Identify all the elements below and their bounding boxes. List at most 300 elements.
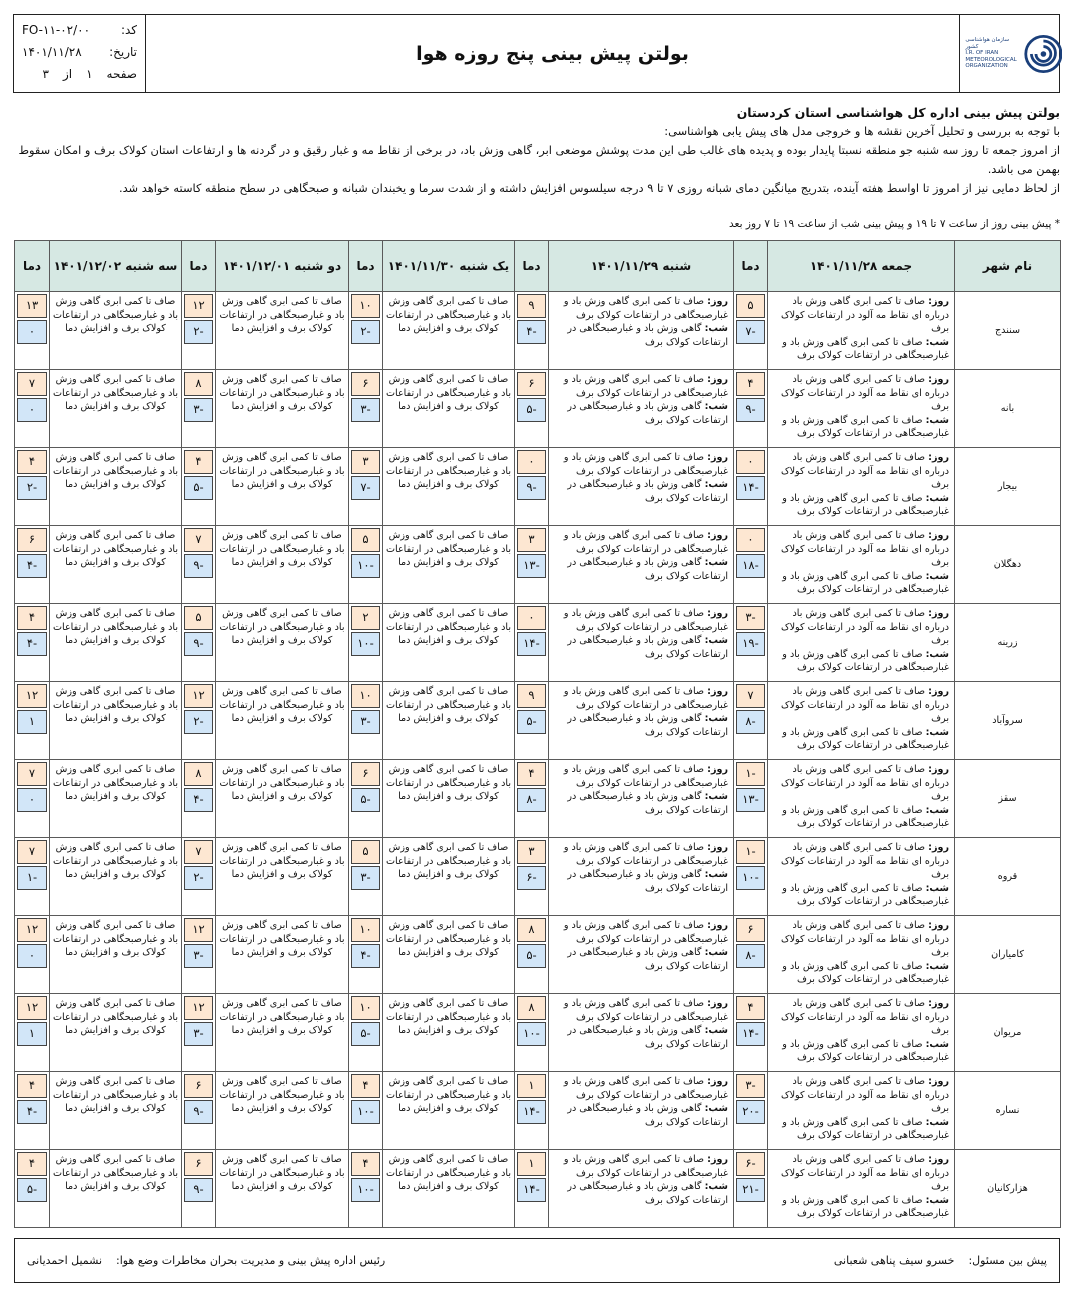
night-label: شب: xyxy=(925,804,949,816)
day-forecast xyxy=(553,373,728,400)
max-temp: ۸ xyxy=(517,996,546,1020)
temperature-cell xyxy=(515,448,549,526)
day-text: صاف تا کمی ابری گاهی وزش باد درباره ای نقاط مه آلود در ارتفاعات کولاک برف xyxy=(780,1154,949,1192)
night-label: شب: xyxy=(925,1194,949,1206)
max-temp: ۷ xyxy=(184,528,213,552)
night-text: گاهی وزش باد و غبارصبحگاهی در ارتفاعات کولاک برف xyxy=(567,401,728,426)
forecast-description xyxy=(383,292,515,370)
max-temp: ۱۳ xyxy=(17,294,47,318)
max-temp: ۱۲ xyxy=(17,684,47,708)
min-temp: -۱۰ xyxy=(351,1178,380,1202)
max-temp: ۸ xyxy=(184,762,213,786)
night-text: گاهی وزش باد و غبارصبحگاهی در ارتفاعات کولاک برف xyxy=(567,869,728,894)
forecast-description xyxy=(50,682,182,760)
temperature-cell xyxy=(182,1150,216,1228)
night-label: شب: xyxy=(925,648,949,660)
min-temp: -۴ xyxy=(184,788,213,812)
max-temp: ۶ xyxy=(184,1152,213,1176)
day-text: صاف تا کمی ابری گاهی وزش باد و غبارصبحگاهی در ارتفاعات کولاک برف xyxy=(563,374,728,399)
day-header-1: جمعه ۱۴۰۱/۱۱/۲۸ xyxy=(768,241,955,292)
table-row xyxy=(15,760,1061,838)
intro-paragraph-1: با توجه به بررسی و تحلیل آخرین نقشه ها و خروجی مدل های پیش یابی هواشناسی: xyxy=(664,124,1060,138)
forecast-description xyxy=(50,1072,182,1150)
code-value: FO-۱۱-۰۲/۰۰ xyxy=(22,23,91,37)
night-label: شب: xyxy=(704,1025,728,1036)
bulletin-header xyxy=(13,14,1060,93)
day-text: صاف تا کمی ابری گاهی وزش باد درباره ای نقاط مه آلود در ارتفاعات کولاک برف xyxy=(780,1076,949,1114)
table-row xyxy=(15,838,1061,916)
city-name: کامیاران xyxy=(955,916,1061,994)
city-name: بانه xyxy=(955,370,1061,448)
max-temp: -۱ xyxy=(736,762,765,786)
min-temp: -۷ xyxy=(351,476,380,500)
night-text: صاف تا کمی ابری گاهی وزش باد و غبارصبحگاهی در ارتفاعات کولاک برف xyxy=(782,1038,949,1063)
max-temp: -۳ xyxy=(736,606,765,630)
night-forecast xyxy=(772,1194,949,1221)
responsible-forecaster xyxy=(537,1254,1047,1267)
min-temp: -۴ xyxy=(351,944,380,968)
city-name: سروآباد xyxy=(955,682,1061,760)
page-label: صفحه xyxy=(106,67,137,81)
forecast-description xyxy=(768,370,955,448)
day-text: صاف تا کمی ابری گاهی وزش باد درباره ای نقاط مه آلود در ارتفاعات کولاک برف xyxy=(780,842,949,880)
night-label: شب: xyxy=(925,336,949,348)
table-row xyxy=(15,448,1061,526)
forecast-description xyxy=(50,760,182,838)
night-label: شب: xyxy=(704,635,728,646)
min-temp: ۱ xyxy=(17,1022,47,1046)
night-forecast xyxy=(772,1116,949,1143)
forecast-description xyxy=(549,916,734,994)
min-temp: -۴ xyxy=(517,320,546,344)
min-temp: -۵ xyxy=(351,788,380,812)
day-text: صاف تا کمی ابری گاهی وزش باد درباره ای نقاط مه آلود در ارتفاعات کولاک برف xyxy=(780,686,949,724)
forecast-description xyxy=(216,994,349,1072)
temperature-cell xyxy=(15,604,50,682)
max-temp: ۳ xyxy=(351,450,380,474)
day-forecast xyxy=(772,997,949,1038)
min-temp: -۵ xyxy=(184,476,213,500)
temperature-cell xyxy=(734,604,768,682)
max-temp: ۴ xyxy=(351,1074,380,1098)
forecast-text: صاف تا کمی ابری گاهی وزش باد و غبارصبحگاهی در ارتفاعات کولاک برف و افزایش دما xyxy=(52,374,178,412)
min-temp: -۱۴ xyxy=(517,1178,546,1202)
forecast-text: صاف تا کمی ابری گاهی وزش باد و غبارصبحگاهی در ارتفاعات کولاک برف و افزایش دما xyxy=(219,296,345,334)
max-temp: ۴ xyxy=(351,1152,380,1176)
forecast-description xyxy=(383,916,515,994)
max-temp: ۲ xyxy=(351,606,380,630)
forecast-text: صاف تا کمی ابری گاهی وزش باد و غبارصبحگاهی در ارتفاعات کولاک برف و افزایش دما xyxy=(52,1076,178,1114)
forecast-description xyxy=(768,760,955,838)
night-forecast xyxy=(772,414,949,441)
temperature-cell xyxy=(15,292,50,370)
night-text: گاهی وزش باد و غبارصبحگاهی در ارتفاعات کولاک برف xyxy=(567,479,728,504)
min-temp: -۶ xyxy=(517,866,546,890)
temp-header: دما xyxy=(515,241,549,292)
day-forecast xyxy=(553,763,728,790)
min-temp: ۰ xyxy=(17,320,47,344)
day-label: روز: xyxy=(707,296,728,307)
day-forecast xyxy=(772,451,949,492)
temperature-cell xyxy=(182,916,216,994)
min-temp: -۱۰ xyxy=(736,866,765,890)
min-temp: ۰ xyxy=(17,944,47,968)
forecast-text: صاف تا کمی ابری گاهی وزش باد و غبارصبحگاهی در ارتفاعات کولاک برف و افزایش دما xyxy=(52,608,178,646)
forecast-description xyxy=(768,1072,955,1150)
day-header-5: سه شنبه ۱۴۰۱/۱۲/۰۲ xyxy=(50,241,182,292)
min-temp: -۲ xyxy=(17,476,47,500)
table-header-row xyxy=(15,241,1061,292)
forecast-text: صاف تا کمی ابری گاهی وزش باد و غبارصبحگاهی در ارتفاعات کولاک برف و افزایش دما xyxy=(219,842,345,880)
min-temp: -۳ xyxy=(184,944,213,968)
max-temp: ۰ xyxy=(736,528,765,552)
forecast-text: صاف تا کمی ابری گاهی وزش باد و غبارصبحگاهی در ارتفاعات کولاک برف و افزایش دما xyxy=(385,998,511,1036)
min-temp: -۸ xyxy=(517,788,546,812)
forecast-time-note: * پیش بینی روز از ساعت ۷ تا ۱۹ و پیش بینی شب از ساعت ۱۹ تا ۷ روز بعد xyxy=(729,218,1060,230)
max-temp: ۱۲ xyxy=(17,918,47,942)
day-label: روز: xyxy=(928,296,949,307)
night-label: شب: xyxy=(925,492,949,504)
max-temp: ۶ xyxy=(184,1074,213,1098)
forecast-text: صاف تا کمی ابری گاهی وزش باد و غبارصبحگاهی در ارتفاعات کولاک برف و افزایش دما xyxy=(219,1154,345,1192)
night-text: گاهی وزش باد و غبارصبحگاهی در ارتفاعات کولاک برف xyxy=(567,557,728,582)
temperature-cell xyxy=(349,838,383,916)
day-text: صاف تا کمی ابری گاهی وزش باد درباره ای نقاط مه آلود در ارتفاعات کولاک برف xyxy=(780,608,949,646)
temp-header: دما xyxy=(349,241,383,292)
min-temp: -۳ xyxy=(351,866,380,890)
day-forecast xyxy=(772,373,949,414)
table-row xyxy=(15,370,1061,448)
day-label: روز: xyxy=(928,452,949,463)
day-text: صاف تا کمی ابری گاهی وزش باد و غبارصبحگاهی در ارتفاعات کولاک برف xyxy=(563,296,728,321)
page-title: بولتن پیش بینی پنج روزه هوا xyxy=(416,42,689,65)
intro-paragraph-2: از امروز جمعه تا روز سه شنبه جو منطقه نسبتا پایدار بوده و پدیده های غالب طی این مدت پوشش موضعی ابر، گاهی وزش باد، در برخی از نقاط مه و غبار رقیق و در گردنه ها و ارتفاعات استان کولاک برف و امکان سقوط بهمن می باشد. xyxy=(18,143,1060,176)
night-label: شب: xyxy=(925,882,949,894)
max-temp: ۵ xyxy=(351,840,380,864)
responsible-label: پیش بین مسئول: xyxy=(968,1254,1047,1267)
day-header-2: شنبه ۱۴۰۱/۱۱/۲۹ xyxy=(549,241,734,292)
forecast-description xyxy=(549,838,734,916)
day-text: صاف تا کمی ابری گاهی وزش باد و غبارصبحگاهی در ارتفاعات کولاک برف xyxy=(563,920,728,945)
forecast-description xyxy=(50,838,182,916)
night-forecast xyxy=(772,804,949,831)
night-forecast xyxy=(553,1180,728,1207)
temperature-cell xyxy=(349,1072,383,1150)
table-row xyxy=(15,526,1061,604)
min-temp: -۱۸ xyxy=(736,554,765,578)
day-label: روز: xyxy=(928,842,949,853)
day-forecast xyxy=(772,607,949,648)
day-forecast xyxy=(553,451,728,478)
date-label: تاریخ: xyxy=(109,45,137,59)
forecast-text: صاف تا کمی ابری گاهی وزش باد و غبارصبحگاهی در ارتفاعات کولاک برف و افزایش دما xyxy=(385,842,511,880)
temperature-cell xyxy=(349,682,383,760)
city-name: زرینه xyxy=(955,604,1061,682)
day-label: روز: xyxy=(707,686,728,697)
max-temp: ۰ xyxy=(736,450,765,474)
min-temp: -۵ xyxy=(517,710,546,734)
forecast-description xyxy=(216,370,349,448)
forecast-description xyxy=(549,682,734,760)
temperature-cell xyxy=(515,604,549,682)
night-text: صاف تا کمی ابری گاهی وزش باد و غبارصبحگاهی در ارتفاعات کولاک برف xyxy=(782,414,949,439)
day-label: روز: xyxy=(928,998,949,1009)
intro-title: بولتن پیش بینی اداره کل هواشناسی استان کردستان xyxy=(736,105,1060,120)
night-label: شب: xyxy=(925,414,949,426)
day-text: صاف تا کمی ابری گاهی وزش باد و غبارصبحگاهی در ارتفاعات کولاک برف xyxy=(563,1076,728,1101)
temperature-cell xyxy=(15,994,50,1072)
forecast-description xyxy=(768,916,955,994)
day-forecast xyxy=(772,685,949,726)
night-text: گاهی وزش باد و غبارصبحگاهی در ارتفاعات کولاک برف xyxy=(567,1025,728,1050)
day-forecast xyxy=(553,1075,728,1102)
night-forecast xyxy=(772,960,949,987)
day-forecast xyxy=(772,841,949,882)
night-forecast xyxy=(553,322,728,349)
page-number: ۱ xyxy=(86,67,93,81)
forecast-text: صاف تا کمی ابری گاهی وزش باد و غبارصبحگاهی در ارتفاعات کولاک برف و افزایش دما xyxy=(219,530,345,568)
signature-footer xyxy=(14,1238,1060,1283)
temperature-cell xyxy=(349,292,383,370)
temperature-cell xyxy=(15,1150,50,1228)
min-temp: -۴ xyxy=(17,632,47,656)
temperature-cell xyxy=(182,994,216,1072)
temperature-cell xyxy=(515,1072,549,1150)
temperature-cell xyxy=(515,916,549,994)
min-temp: -۳ xyxy=(351,710,380,734)
temperature-cell xyxy=(515,682,549,760)
forecast-description xyxy=(549,292,734,370)
forecast-description xyxy=(549,1150,734,1228)
night-label: شب: xyxy=(704,869,728,880)
max-temp: ۴ xyxy=(17,606,47,630)
night-text: صاف تا کمی ابری گاهی وزش باد و غبارصبحگاهی در ارتفاعات کولاک برف xyxy=(782,804,949,829)
forecast-description xyxy=(383,994,515,1072)
day-label: روز: xyxy=(707,998,728,1009)
night-label: شب: xyxy=(704,1181,728,1192)
forecast-description xyxy=(216,526,349,604)
max-temp: ۱ xyxy=(517,1152,546,1176)
temperature-cell xyxy=(515,526,549,604)
city-name: هزارکانیان xyxy=(955,1150,1061,1228)
max-temp: ۱۲ xyxy=(17,996,47,1020)
table-row xyxy=(15,292,1061,370)
max-temp: ۷ xyxy=(17,840,47,864)
day-text: صاف تا کمی ابری گاهی وزش باد درباره ای نقاط مه آلود در ارتفاعات کولاک برف xyxy=(780,374,949,412)
min-temp: -۳ xyxy=(184,398,213,422)
temperature-cell xyxy=(15,1072,50,1150)
day-forecast xyxy=(553,529,728,556)
temperature-cell xyxy=(182,760,216,838)
forecast-description xyxy=(216,916,349,994)
forecast-text: صاف تا کمی ابری گاهی وزش باد و غبارصبحگاهی در ارتفاعات کولاک برف و افزایش دما xyxy=(385,1154,511,1192)
max-temp: ۶ xyxy=(351,762,380,786)
page-of: از xyxy=(62,67,73,81)
forecast-text: صاف تا کمی ابری گاهی وزش باد و غبارصبحگاهی در ارتفاعات کولاک برف و افزایش دما xyxy=(385,452,511,490)
forecast-description xyxy=(768,448,955,526)
forecast-text: صاف تا کمی ابری گاهی وزش باد و غبارصبحگاهی در ارتفاعات کولاک برف و افزایش دما xyxy=(219,608,345,646)
forecast-description xyxy=(50,292,182,370)
day-label: روز: xyxy=(928,608,949,619)
night-label: شب: xyxy=(925,1038,949,1050)
forecast-text: صاف تا کمی ابری گاهی وزش باد و غبارصبحگاهی در ارتفاعات کولاک برف و افزایش دما xyxy=(385,374,511,412)
min-temp: -۱۳ xyxy=(736,788,765,812)
max-temp: ۴ xyxy=(17,1074,47,1098)
day-forecast xyxy=(772,295,949,336)
forecast-description xyxy=(383,760,515,838)
table-row xyxy=(15,994,1061,1072)
day-text: صاف تا کمی ابری گاهی وزش باد و غبارصبحگاهی در ارتفاعات کولاک برف xyxy=(563,452,728,477)
min-temp: -۷ xyxy=(736,320,765,344)
day-label: روز: xyxy=(928,1154,949,1165)
temp-header: دما xyxy=(182,241,216,292)
forecast-text: صاف تا کمی ابری گاهی وزش باد و غبارصبحگاهی در ارتفاعات کولاک برف و افزایش دما xyxy=(219,452,345,490)
forecast-text: صاف تا کمی ابری گاهی وزش باد و غبارصبحگاهی در ارتفاعات کولاک برف و افزایش دما xyxy=(52,296,178,334)
forecast-description xyxy=(383,838,515,916)
date-value: ۱۴۰۱/۱۱/۲۸ xyxy=(22,45,82,59)
forecast-text: صاف تا کمی ابری گاهی وزش باد و غبارصبحگاهی در ارتفاعات کولاک برف و افزایش دما xyxy=(219,998,345,1036)
temperature-cell xyxy=(349,760,383,838)
day-label: روز: xyxy=(928,374,949,385)
max-temp: ۰ xyxy=(517,450,546,474)
night-forecast xyxy=(772,492,949,519)
temperature-cell xyxy=(734,370,768,448)
day-forecast xyxy=(772,1153,949,1194)
temperature-cell xyxy=(182,292,216,370)
forecast-description xyxy=(768,292,955,370)
max-temp: ۱۲ xyxy=(184,918,213,942)
day-label: روز: xyxy=(707,1076,728,1087)
temperature-cell xyxy=(734,994,768,1072)
min-temp: -۵ xyxy=(517,398,546,422)
forecast-description xyxy=(216,448,349,526)
forecast-description xyxy=(216,760,349,838)
min-temp: ۰ xyxy=(17,398,47,422)
night-label: شب: xyxy=(704,557,728,568)
day-text: صاف تا کمی ابری گاهی وزش باد درباره ای نقاط مه آلود در ارتفاعات کولاک برف xyxy=(780,764,949,802)
city-header: نام شهر xyxy=(955,241,1061,292)
max-temp: -۶ xyxy=(736,1152,765,1176)
min-temp: -۲۱ xyxy=(736,1178,765,1202)
min-temp: -۱۴ xyxy=(517,1100,546,1124)
temperature-cell xyxy=(734,1072,768,1150)
temperature-cell xyxy=(515,838,549,916)
night-forecast xyxy=(772,1038,949,1065)
city-name: سنندج xyxy=(955,292,1061,370)
forecast-description xyxy=(383,604,515,682)
max-temp: ۳ xyxy=(517,840,546,864)
forecast-text: صاف تا کمی ابری گاهی وزش باد و غبارصبحگاهی در ارتفاعات کولاک برف و افزایش دما xyxy=(385,1076,511,1114)
day-label: روز: xyxy=(707,452,728,463)
night-text: گاهی وزش باد و غبارصبحگاهی در ارتفاعات کولاک برف xyxy=(567,947,728,972)
min-temp: -۱ xyxy=(17,866,47,890)
temperature-cell xyxy=(15,838,50,916)
night-text: صاف تا کمی ابری گاهی وزش باد و غبارصبحگاهی در ارتفاعات کولاک برف xyxy=(782,882,949,907)
min-temp: -۲ xyxy=(184,866,213,890)
temperature-cell xyxy=(182,370,216,448)
forecast-description xyxy=(383,1150,515,1228)
temperature-cell xyxy=(734,292,768,370)
min-temp: -۲۰ xyxy=(736,1100,765,1124)
city-name: نساره xyxy=(955,1072,1061,1150)
forecast-description xyxy=(768,604,955,682)
min-temp: -۳ xyxy=(184,1022,213,1046)
forecast-description xyxy=(216,1150,349,1228)
day-label: روز: xyxy=(707,530,728,541)
max-temp: ۶ xyxy=(351,372,380,396)
max-temp: ۶ xyxy=(17,528,47,552)
forecast-text: صاف تا کمی ابری گاهی وزش باد و غبارصبحگاهی در ارتفاعات کولاک برف و افزایش دما xyxy=(385,686,511,724)
night-forecast xyxy=(553,634,728,661)
temperature-cell xyxy=(15,760,50,838)
forecast-text: صاف تا کمی ابری گاهی وزش باد و غبارصبحگاهی در ارتفاعات کولاک برف و افزایش دما xyxy=(219,1076,345,1114)
max-temp: -۱ xyxy=(736,840,765,864)
day-text: صاف تا کمی ابری گاهی وزش باد و غبارصبحگاهی در ارتفاعات کولاک برف xyxy=(563,530,728,555)
temperature-cell xyxy=(15,448,50,526)
day-text: صاف تا کمی ابری گاهی وزش باد و غبارصبحگاهی در ارتفاعات کولاک برف xyxy=(563,764,728,789)
min-temp: -۲ xyxy=(184,710,213,734)
max-temp: ۸ xyxy=(184,372,213,396)
spiral-logo-icon xyxy=(1023,32,1062,76)
temperature-cell xyxy=(349,526,383,604)
table-row xyxy=(15,916,1061,994)
min-temp: -۹ xyxy=(517,476,546,500)
min-temp: -۹ xyxy=(184,554,213,578)
forecast-text: صاف تا کمی ابری گاهی وزش باد و غبارصبحگاهی در ارتفاعات کولاک برف و افزایش دما xyxy=(219,920,345,958)
day-text: صاف تا کمی ابری گاهی وزش باد درباره ای نقاط مه آلود در ارتفاعات کولاک برف xyxy=(780,920,949,958)
forecast-table xyxy=(14,240,1061,1228)
min-temp: -۴ xyxy=(17,1100,47,1124)
night-forecast xyxy=(553,556,728,583)
temperature-cell xyxy=(515,370,549,448)
day-forecast xyxy=(772,763,949,804)
night-text: گاهی وزش باد و غبارصبحگاهی در ارتفاعات کولاک برف xyxy=(567,713,728,738)
temp-header: دما xyxy=(15,241,50,292)
night-text: گاهی وزش باد و غبارصبحگاهی در ارتفاعات کولاک برف xyxy=(567,791,728,816)
logo-text: سازمان هواشناسی کشور I.R. OF IRAN METEOROLOGICAL ORGANIZATION xyxy=(965,37,1017,70)
max-temp: ۴ xyxy=(17,450,47,474)
city-name: سقز xyxy=(955,760,1061,838)
max-temp: ۱۲ xyxy=(184,684,213,708)
min-temp: -۱۰ xyxy=(351,632,380,656)
min-temp: -۸ xyxy=(736,944,765,968)
forecast-text: صاف تا کمی ابری گاهی وزش باد و غبارصبحگاهی در ارتفاعات کولاک برف و افزایش دما xyxy=(52,452,178,490)
min-temp: -۹ xyxy=(736,398,765,422)
max-temp: ۱۰ xyxy=(351,918,380,942)
temperature-cell xyxy=(734,448,768,526)
city-name: قروه xyxy=(955,838,1061,916)
max-temp: ۴ xyxy=(184,450,213,474)
forecast-description xyxy=(549,1072,734,1150)
night-label: شب: xyxy=(704,1103,728,1114)
temperature-cell xyxy=(734,682,768,760)
forecast-description xyxy=(549,994,734,1072)
max-temp: ۵ xyxy=(184,606,213,630)
max-temp: ۷ xyxy=(17,762,47,786)
max-temp: ۴ xyxy=(736,996,765,1020)
min-temp: -۲ xyxy=(351,320,380,344)
temperature-cell xyxy=(349,604,383,682)
day-label: روز: xyxy=(707,1154,728,1165)
night-text: گاهی وزش باد و غبارصبحگاهی در ارتفاعات کولاک برف xyxy=(567,635,728,660)
night-forecast xyxy=(553,790,728,817)
temperature-cell xyxy=(515,994,549,1072)
day-header-3: یک شنبه ۱۴۰۱/۱۱/۳۰ xyxy=(383,241,515,292)
min-temp: -۱۳ xyxy=(517,554,546,578)
min-temp: -۹ xyxy=(184,1100,213,1124)
max-temp: -۳ xyxy=(736,1074,765,1098)
forecast-description xyxy=(216,292,349,370)
